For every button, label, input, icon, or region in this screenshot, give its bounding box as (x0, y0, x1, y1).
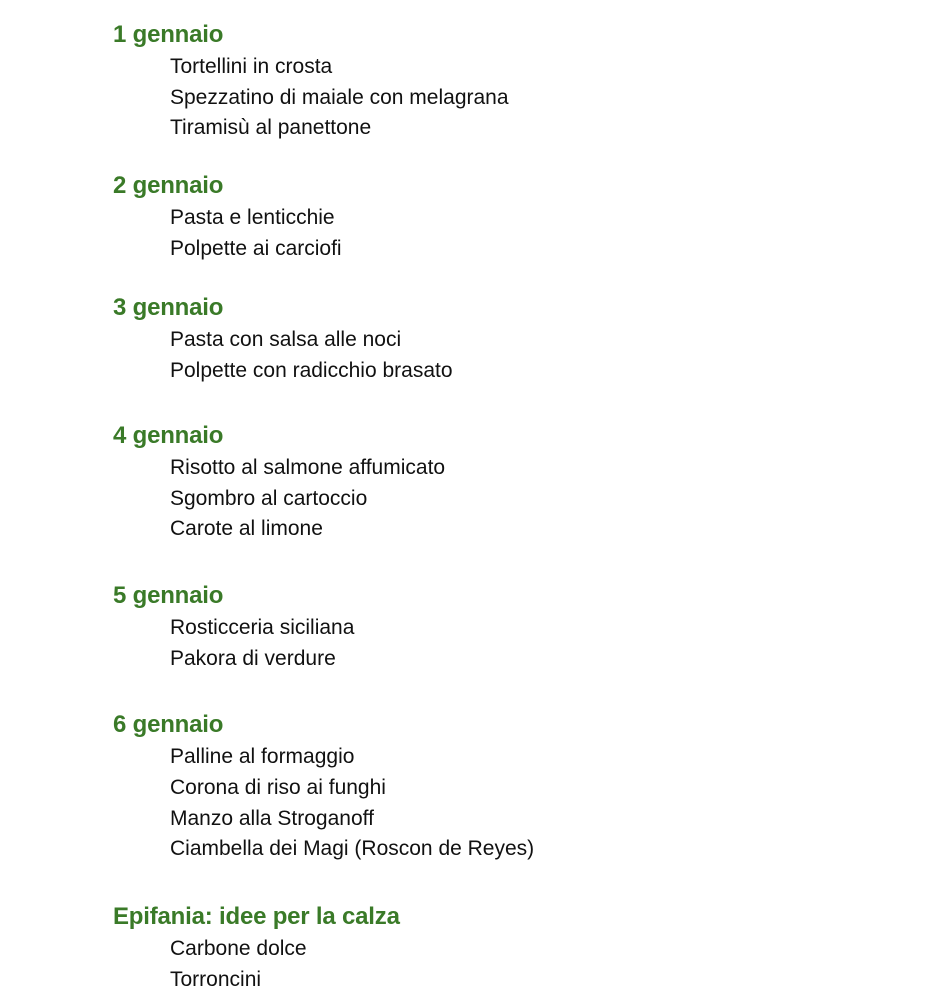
section-spacer (113, 865, 873, 900)
dish-item: Rosticceria siciliana (170, 615, 355, 639)
dish-item: Polpette ai carciofi (170, 236, 342, 260)
day-section-epiphany (113, 900, 873, 995)
dish-item: Pasta e lenticchie (170, 206, 335, 230)
dish-item: Pasta con salsa alle noci (170, 328, 402, 352)
day-heading: 2 gennaio (113, 172, 224, 200)
dish-item: Manzo alla Stroganoff (170, 806, 374, 830)
dish-item: Pakora di verdure (170, 646, 336, 670)
dish-list (113, 453, 873, 545)
day-heading: 1 gennaio (113, 21, 224, 48)
day-heading: 4 gennaio (113, 421, 224, 449)
dish-item: Ciambella dei Magi (Roscon de Reyes) (170, 837, 535, 861)
dish-item: Corona di riso ai funghi (170, 775, 386, 799)
day-heading: 6 gennaio (113, 711, 224, 739)
dish-list (113, 325, 873, 386)
dish-item: Carbone dolce (170, 937, 307, 960)
section-spacer (113, 264, 873, 291)
day-heading: 3 gennaio (113, 294, 224, 322)
section-spacer (113, 144, 873, 169)
dish-item: Sgombro al cartoccio (170, 486, 368, 510)
day-section-jan-4 (113, 419, 873, 545)
day-section-jan-1 (113, 18, 873, 144)
dish-list (113, 203, 873, 264)
day-section-jan-5 (113, 579, 873, 674)
day-section-jan-2 (113, 169, 873, 264)
dish-list (113, 52, 873, 144)
dish-item: Torroncini (170, 967, 262, 991)
dish-item: Tortellini in crosta (170, 55, 333, 78)
day-section-jan-6 (113, 708, 873, 865)
day-heading: 5 gennaio (113, 581, 224, 609)
dish-list (113, 613, 873, 674)
day-heading: Epifania: idee per la calza (113, 903, 400, 930)
dish-item: Risotto al salmone affumicato (170, 455, 446, 479)
dish-list (113, 742, 873, 865)
day-section-jan-3 (113, 291, 873, 386)
section-spacer (113, 674, 873, 708)
dish-item: Tiramisù al panettone (170, 116, 372, 140)
dish-item: Spezzatino di maiale con melagrana (170, 85, 509, 109)
section-spacer (113, 545, 873, 579)
dish-list (113, 934, 873, 995)
dish-item: Carote al limone (170, 517, 323, 541)
dish-item: Palline al formaggio (170, 745, 355, 769)
section-spacer (113, 387, 873, 419)
holiday-menu (113, 18, 873, 995)
dish-item: Polpette con radicchio brasato (170, 359, 453, 383)
